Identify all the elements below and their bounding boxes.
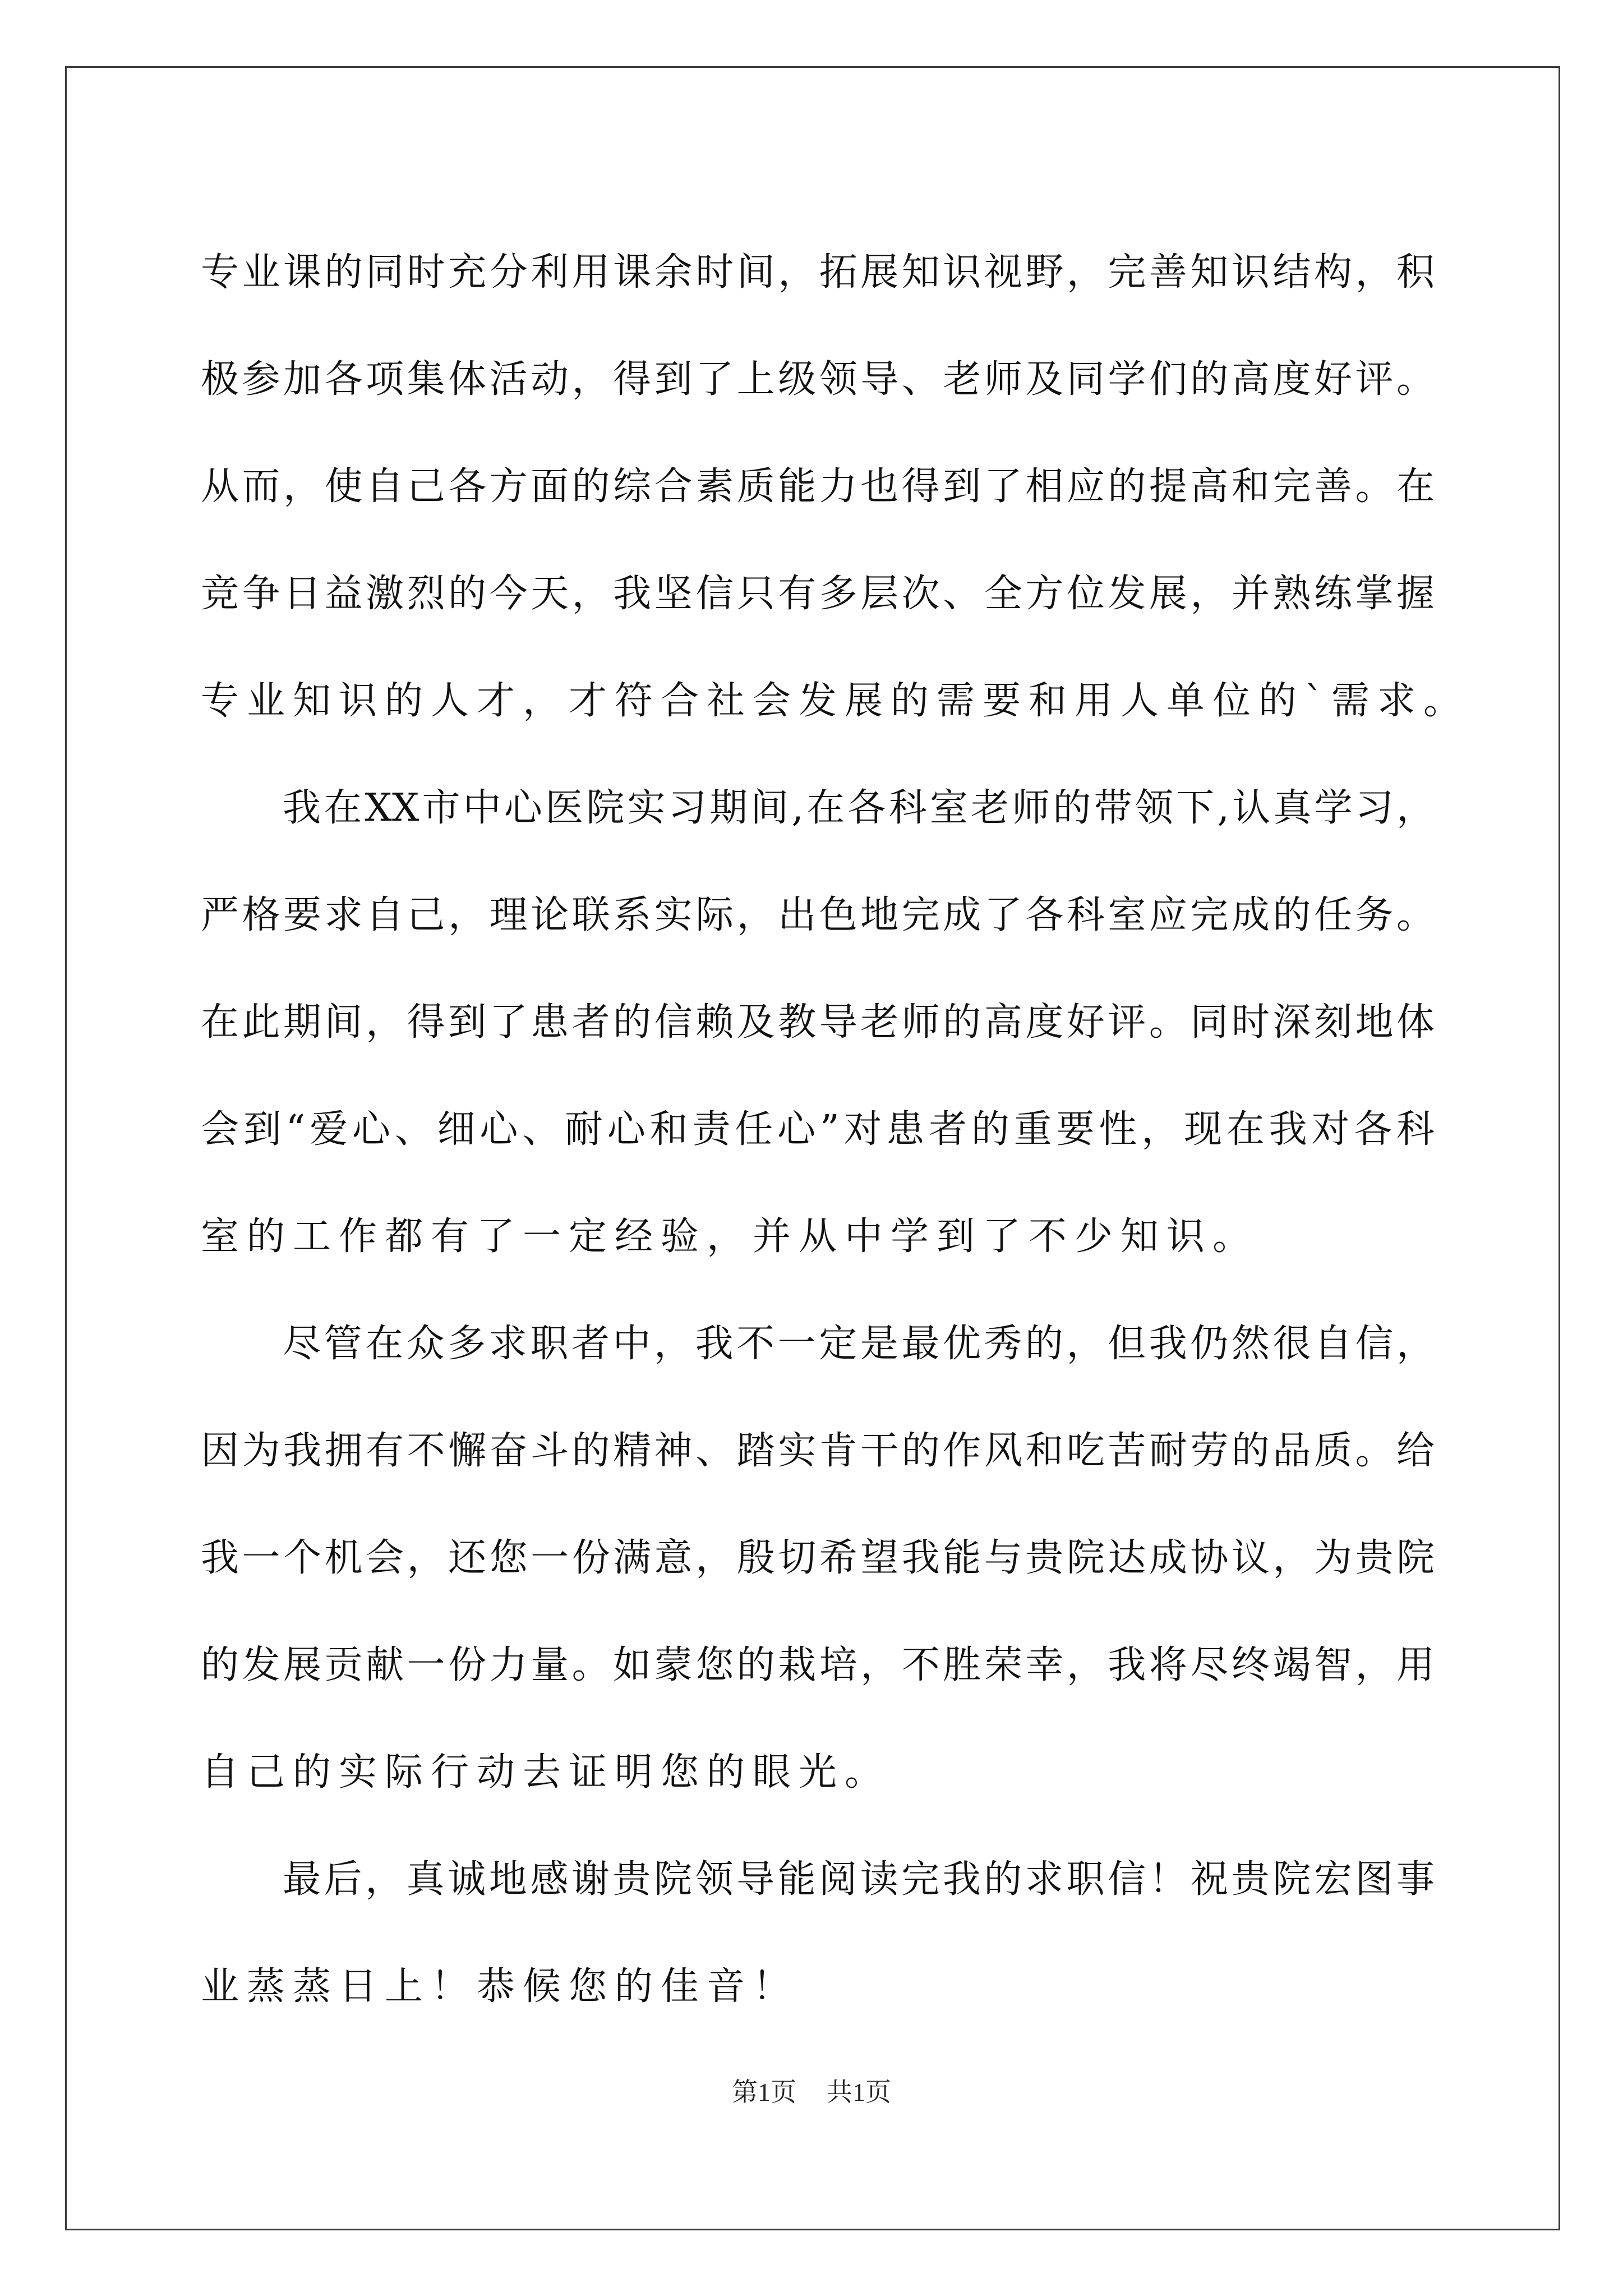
text-line: 的发展贡献一份力量。如蒙您的栽培，不胜荣幸，我将尽终竭智，用 (201, 1643, 1435, 1687)
text-line: 我在XX市中心医院实习期间,在各科室老师的带领下,认真学习， (283, 786, 1435, 830)
text-line: 尽管在众多求职者中，我不一定是最优秀的，但我仍然很自信， (283, 1322, 1435, 1366)
paragraph-2 (201, 754, 1435, 1290)
text-line: 从而，使自己各方面的综合素质能力也得到了相应的提高和完善。在 (201, 464, 1435, 509)
page-number: 第1页 (732, 2078, 796, 2106)
text-line: 会到“爱心、细心、耐心和责任心”对患者的重要性，现在我对各科 (201, 1107, 1435, 1152)
text-line: 极参加各项集体活动，得到了上级领导、老师及同学们的高度好评。 (201, 357, 1435, 402)
paragraph-1 (201, 219, 1470, 754)
text-line: 竞争日益激烈的今天，我坚信只有多层次、全方位发展，并熟练掌握 (201, 572, 1435, 616)
text-line: 严格要求自己，理论联系实际，出色地完成了各科室应完成的任务。 (201, 893, 1435, 937)
text-line: 自己的实际行动去证明您的眼光。 (201, 1750, 891, 1795)
paragraph-3 (201, 1290, 1435, 1826)
letter-body (201, 219, 1470, 2040)
page-total: 共1页 (827, 2078, 891, 2106)
text-line: 在此期间，得到了患者的信赖及教导老师的高度好评。同时深刻地体 (201, 1000, 1435, 1045)
paragraph-4 (201, 1826, 1435, 2040)
text-line: 因为我拥有不懈奋斗的精神、踏实肯干的作风和吃苦耐劳的品质。给 (201, 1429, 1435, 1473)
page-footer (0, 2076, 1623, 2109)
text-line: 室的工作都有了一定经验，并从中学到了不少知识。 (201, 1214, 1259, 1259)
text-line: 最后，真诚地感谢贵院领导能阅读完我的求职信！祝贵院宏图事 (283, 1857, 1435, 1902)
text-line: 专业课的同时充分利用课余时间，拓展知识视野，完善知识结构，积 (201, 250, 1435, 295)
text-line: 我一个机会，还您一份满意，殷切希望我能与贵院达成协议，为贵院 (201, 1536, 1435, 1580)
text-line: 业蒸蒸日上！恭候您的佳音！ (201, 1964, 799, 2009)
text-line: 专业知识的人才，才符合社会发展的需要和用人单位的`需求。 (201, 679, 1470, 723)
